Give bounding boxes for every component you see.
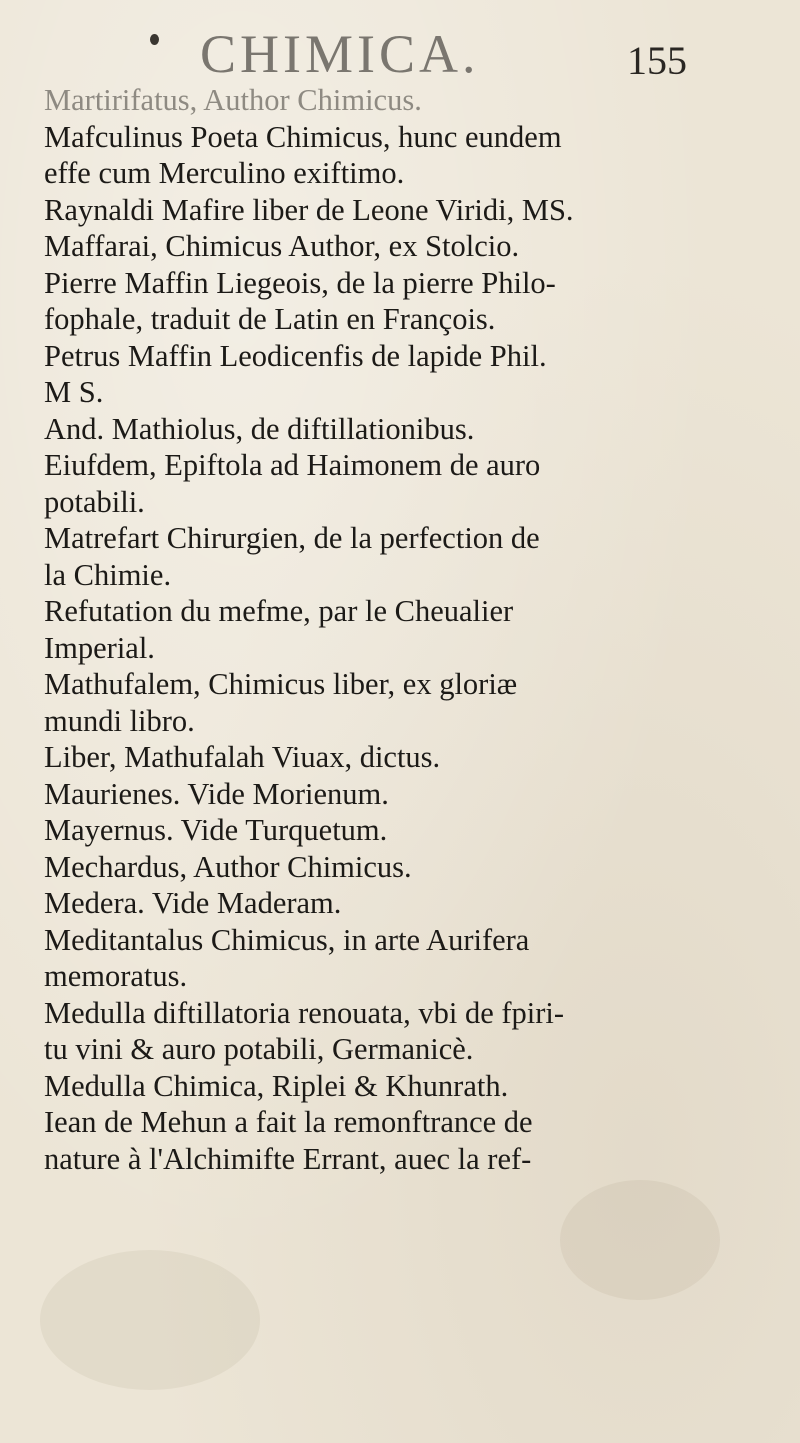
entry-first-line: Mafculinus Poeta Chimicus, hunc eundem	[44, 119, 562, 154]
index-entry	[44, 192, 764, 229]
ink-spot	[150, 34, 159, 45]
index-entry	[44, 82, 764, 119]
index-entry	[44, 1068, 764, 1105]
running-head: CHIMICA.	[200, 24, 480, 84]
entry-first-line: Iean de Mehun a fait la remonftrance de	[44, 1105, 533, 1139]
entry-first-line: Mathufalem, Chimicus liber, ex gloriæ	[44, 667, 518, 701]
entry-first-line: Eiufdem, Epiftola ad Haimonem de auro	[44, 448, 541, 482]
entry-first-line: Martirifatus, Author Chimicus.	[44, 83, 422, 117]
index-entry	[44, 411, 764, 448]
entry-first-line: Medera. Vide Maderam.	[44, 886, 342, 920]
index-entry	[44, 922, 764, 995]
entry-continuation-line: fophale, traduit de Latin en François.	[44, 302, 496, 336]
index-entry	[44, 520, 764, 593]
index-entry	[44, 739, 764, 776]
entry-first-line: Meditantalus Chimicus, in arte Aurifera	[44, 922, 530, 957]
entry-continuation-line: memoratus.	[44, 959, 188, 993]
index-entry	[44, 1104, 764, 1177]
entry-first-line: Maffarai, Chimicus Author, ex Stolcio.	[44, 229, 520, 263]
entry-continuation-line: M S.	[44, 375, 104, 409]
entry-first-line: Petrus Maffin Leodicenfis de lapide Phil.	[44, 338, 547, 373]
index-entry	[44, 812, 764, 849]
entry-continuation-line: potabili.	[44, 484, 145, 519]
paper-stain	[560, 1180, 720, 1300]
entry-continuation-line: effe cum Merculino exiftimo.	[44, 156, 405, 190]
entry-first-line: Raynaldi Mafire liber de Leone Viridi, MS.	[44, 192, 574, 227]
index-entry	[44, 338, 764, 411]
entry-first-line: Mayernus. Vide Turquetum.	[44, 813, 388, 847]
entry-first-line: Liber, Mathufalah Viuax, dictus.	[44, 740, 441, 774]
entry-first-line: Pierre Maffin Liegeois, de la pierre Philo-	[44, 265, 556, 300]
index-entry	[44, 885, 764, 922]
index-entry	[44, 447, 764, 520]
index-entry	[44, 593, 764, 666]
paper-stain	[40, 1250, 260, 1390]
index-entry	[44, 776, 764, 813]
index-entry	[44, 265, 764, 338]
page-header	[0, 22, 800, 82]
entry-first-line: Matrefart Chirurgien, de la perfection de	[44, 521, 540, 555]
index-entry	[44, 666, 764, 739]
entry-continuation-line: tu vini & auro potabili, Germanicè.	[44, 1032, 474, 1066]
index-entry	[44, 849, 764, 886]
entry-first-line: Refutation du mefme, par le Cheualier	[44, 594, 514, 628]
index-entry	[44, 995, 764, 1068]
entry-continuation-line: Imperial.	[44, 630, 155, 665]
index-entries	[44, 82, 764, 1177]
entry-continuation-line: mundi libro.	[44, 703, 195, 738]
entry-first-line: Maurienes. Vide Morienum.	[44, 776, 389, 811]
index-entry	[44, 228, 764, 265]
entry-first-line: Mechardus, Author Chimicus.	[44, 849, 412, 884]
entry-continuation-line: la Chimie.	[44, 557, 172, 592]
page-number: 155	[627, 38, 687, 83]
entry-first-line: Medulla diftillatoria renouata, vbi de fpiri-	[44, 995, 565, 1030]
entry-first-line: And. Mathiolus, de diftillationibus.	[44, 411, 475, 446]
entry-first-line: Medulla Chimica, Riplei & Khunrath.	[44, 1068, 509, 1103]
entry-continuation-line: nature à l'Alchimifte Errant, auec la ref-	[44, 1141, 532, 1176]
index-entry	[44, 119, 764, 192]
